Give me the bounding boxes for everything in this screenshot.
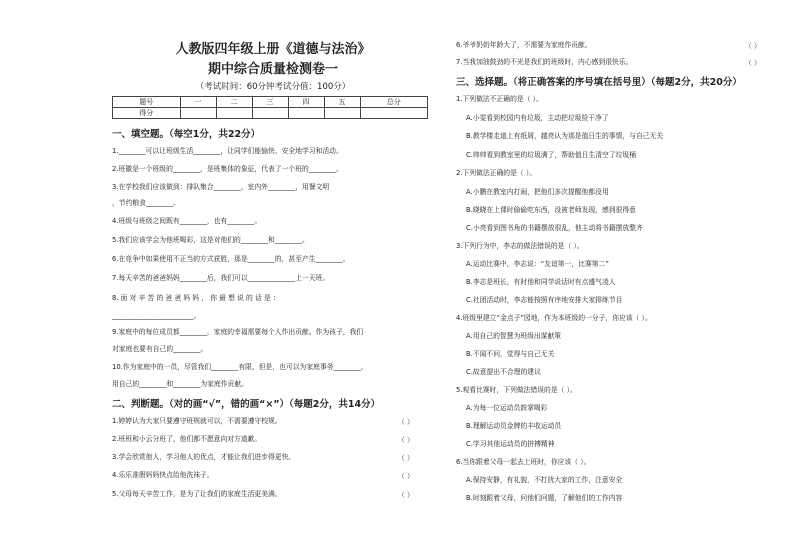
question-line: 4.班级里建立“金点子”园地，作为本班级的一分子，你应该（ ）。 xyxy=(456,314,652,322)
answer-paren[interactable]: （ ） xyxy=(745,42,761,50)
score-cell[interactable] xyxy=(324,108,360,119)
option-line: C.小亮看到图书角的书籍摆放很乱，他主动将书籍摆放整齐 xyxy=(466,224,643,232)
score-cell[interactable] xyxy=(252,108,288,119)
question-line: 2.下列做法正确的是（ ）。 xyxy=(456,169,537,177)
option-line: B.不闻不问，觉得与自己无关 xyxy=(466,350,555,358)
question-line: 5.观看比赛时，下列做法错误的是（ ）。 xyxy=(456,386,577,394)
fill-line: 6.在竞争中如果使用不正当的方式获胜，那是________的，甚至产生________。 xyxy=(112,255,350,263)
judge-item: 6.爷爷奶奶年龄大了，不需要为家庭作贡献。 xyxy=(456,41,592,49)
judge-item: 3.学会欣赏他人，学习他人的优点，才能让我们进步得更快。 xyxy=(112,453,296,461)
score-header-cell: 五 xyxy=(324,97,360,108)
judge-item: 2.班班和小云分班了，他们都不愿意向对方道歉。 xyxy=(112,435,262,443)
page-title-line2: 期中综合质量检测卷一 xyxy=(207,62,338,77)
score-cell[interactable] xyxy=(216,108,252,119)
fill-line: 7.每天辛苦的爸爸妈妈________后，我们可以______________上一天班。 xyxy=(112,274,330,282)
answer-paren[interactable]: （ ） xyxy=(398,491,414,499)
judge-item: 5.父母每天辛苦工作，是为了让我们的家庭生活更美满。 xyxy=(112,490,282,498)
score-header-cell: 二 xyxy=(216,97,252,108)
fill-line: ，节约粮食________。 xyxy=(112,199,180,207)
answer-paren[interactable]: （ ） xyxy=(398,436,414,444)
judge-item: 7.当我加油鼓劲的不光是我们的班级时，内心感到很快乐。 xyxy=(456,58,633,66)
score-table-header-row xyxy=(113,97,428,108)
fill-line: 对家庭也要有自己的________。 xyxy=(112,345,208,353)
option-line: B.时刻跟着父母，问他们问题，了解他们的工作内容 xyxy=(466,494,623,502)
option-line: A.用自己的智慧为班级出谋献策 xyxy=(466,332,562,340)
option-line: B.教学楼走道上有纸屑，越亮认为那是值日生的事情，与自己无关 xyxy=(466,132,664,140)
option-line: A.小雯看到校园内有垃圾，主动把垃圾捡干净了 xyxy=(466,114,609,122)
fill-line: 8. 面 对 辛 苦 的 爸 爸 妈 妈 ， 你 最 想 说 的 话 是 ： xyxy=(112,294,280,302)
score-table xyxy=(112,96,428,119)
answer-paren[interactable]: （ ） xyxy=(745,59,761,67)
option-line: B.理解运动员金牌的丰收运动员 xyxy=(466,422,562,430)
option-line: C.学习其他运动员的拼搏精神 xyxy=(466,440,555,448)
fill-line: 3.在学校我们应该做到：排队集合________，室内外________，用餐文明 xyxy=(112,183,330,191)
option-line: A.运动比赛中，李志说：“友谊第一，比赛第二” xyxy=(466,260,609,268)
score-header-cell: 三 xyxy=(252,97,288,108)
score-cell[interactable] xyxy=(288,108,324,119)
answer-paren[interactable]: （ ） xyxy=(398,472,414,480)
question-line: 3.下列行为中，李志的做法错误的是（ ）。 xyxy=(456,242,584,250)
fill-line: 9.家庭中的每位成员都________，家庭的幸福需要每个人作出贡献。作为孩子，我们 xyxy=(112,328,364,336)
option-line: B.李志是班长，有时他和同学说话时有点盛气凌人 xyxy=(466,278,616,286)
fill-line: 10.作为家庭中的一员，尽管我们________有限，但是，也可以为家庭事务________， xyxy=(112,363,368,371)
fill-line: 1.________可以让班级生活________，让同学们能愉快、安全地学习和活动。 xyxy=(112,147,343,155)
score-header-cell: 题号 xyxy=(113,97,181,108)
score-header-cell: 总分 xyxy=(360,97,428,108)
option-line: A.保持安静，有礼貌，不打扰大家的工作，注意安全 xyxy=(466,476,623,484)
option-line: B.晓晓在上课时偷偷吃东西，没被老师发现，感到很得意 xyxy=(466,206,636,214)
fill-line: 用自己的________和________为家庭作贡献。 xyxy=(112,380,248,388)
fill-line: 5.我们应该学会为他班喝彩，这是对他们的________和________。 xyxy=(112,236,309,244)
page-title-line1: 人教版四年级上册《道德与法治》 xyxy=(175,42,371,57)
exam-info: （考试时间：60分钟考试分值：100分） xyxy=(195,82,351,92)
score-cell[interactable] xyxy=(360,108,428,119)
answer-paren[interactable]: （ ） xyxy=(398,418,414,426)
option-line: A.为每一位运动员鼓掌喝彩 xyxy=(466,404,548,412)
section3-heading: 三、选择题。（将正确答案的序号填在括号里）（每题2分，共20分） xyxy=(456,77,742,88)
option-line: C.帅帅看到教室里的垃圾满了，帮助值日生清空了垃圾桶 xyxy=(466,151,637,159)
score-row-label: 得分 xyxy=(113,108,181,119)
option-line: C.故意提出不合理的建议 xyxy=(466,368,541,376)
fill-line: ________________________。 xyxy=(112,312,201,320)
option-line: A.小鹏在教室内打闹，把他们多次提醒他都没用 xyxy=(466,188,609,196)
score-table-score-row xyxy=(113,108,428,119)
question-line: 6.当你跟着父母一起去上班时，你应该（ ）。 xyxy=(456,458,591,466)
fill-line: 4.班级与班级之间既有________，也有________。 xyxy=(112,217,262,225)
judge-item: 4.乐乐准假妈妈快点给他洗袜子。 xyxy=(112,471,214,479)
fill-line: 2.班徽是一个班级的________，是班集体的象征，代表了一个班的________。 xyxy=(112,165,343,173)
score-cell[interactable] xyxy=(180,108,216,119)
score-header-cell: 一 xyxy=(180,97,216,108)
judge-item: 1.婷婷认为大家只要遵守班规就可以，不需要遵守校规。 xyxy=(112,417,282,425)
question-line: 1.下列做法不正确的是（ ）。 xyxy=(456,95,543,103)
section1-heading: 一、填空题。（每空1分，共22分） xyxy=(112,129,261,140)
answer-paren[interactable]: （ ） xyxy=(398,454,414,462)
section2-heading: 二、判断题。（对的画“√”，错的画“×”）（每题2分，共14分） xyxy=(112,399,381,410)
option-line: C.社团活动时，李志能按照有序地安排大家排练节目 xyxy=(466,296,623,304)
score-header-cell: 四 xyxy=(288,97,324,108)
